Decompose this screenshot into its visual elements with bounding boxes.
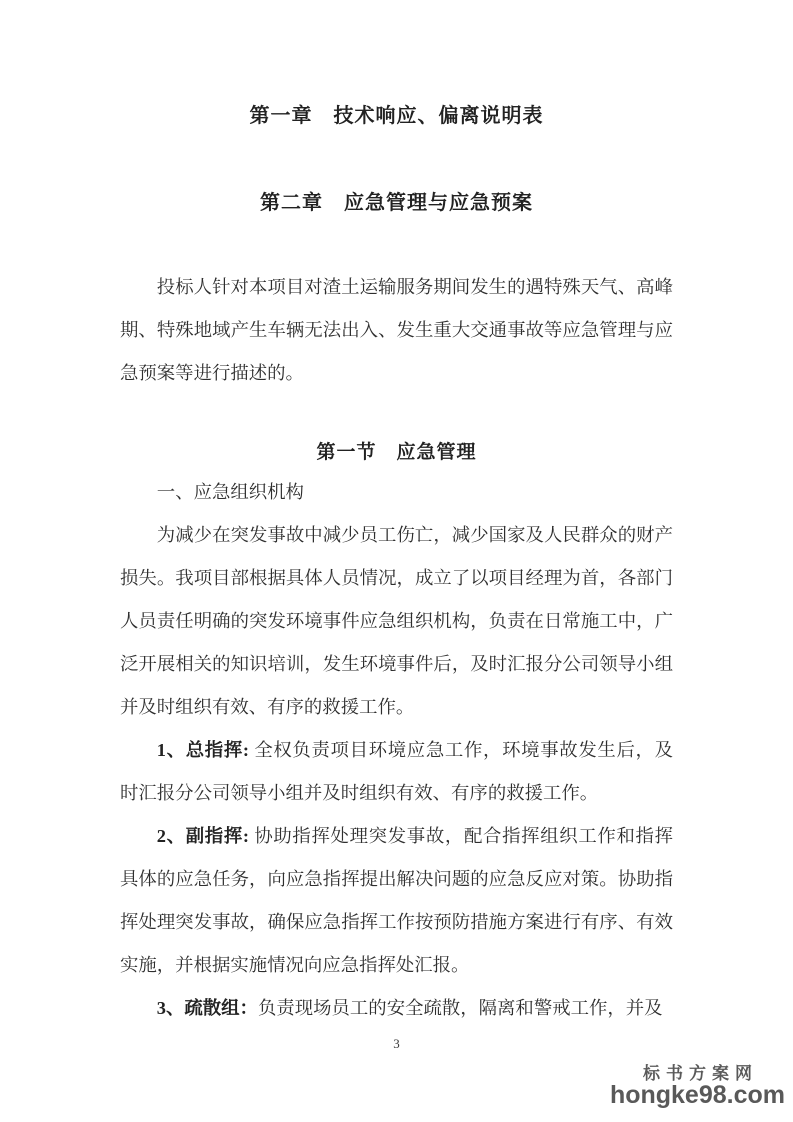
watermark [610,1064,785,1108]
role-item-evacuation-group [120,987,673,1030]
intro-paragraph: 投标人针对本项目对渣土运输服务期间发生的遇特殊天气、高峰期、特殊地域产生车辆无法出入、发生重大交通事故等应急管理与应急预案等进行描述的。 [120,277,673,383]
watermark-site-url: hongke98.com [609,1081,785,1109]
page-number: 3 [393,1036,400,1051]
role-item-deputy-commander [120,815,673,987]
section-1-heading: 第一节 应急管理 [316,442,477,463]
org-structure-paragraph: 为减少在突发事故中减少员工伤亡，减少国家及人民群众的财产损失。我项目部根据具体人员情况，成立了以项目经理为首，各部门人员责任明确的突发环境事件应急组织机构，负责在日常施工中，广泛开展相关的知识培训，发生环境事件后，及时汇报分公司领导小组并及时组织有效、有序的救援工作。 [120,525,673,717]
role-text-deputy-commander: 协助指挥处理突发事故，配合指挥组织工作和指挥具体的应急任务，向应急指挥提出解决问题的应急反应对策。协助指挥处理突发事故，确保应急指挥工作按预防措施方案进行有序、有效实施，并根据实施情况向应急指挥处汇报。 [120,826,673,975]
watermark-site-name: 标书方案网 [642,1064,758,1083]
role-text-evacuation-group: 负责现场员工的安全疏散，隔离和警戒工作，并及 [257,998,663,1018]
role-text-commander: 全权负责项目环境应急工作，环境事故发生后，及时汇报分公司领导小组并及时组织有效、有序的救援工作。 [120,740,673,803]
chapter-2-heading: 第二章 应急管理与应急预案 [260,192,533,214]
role-label-deputy-commander: 2、副指挥: [156,826,255,846]
chapter-1-heading: 第一章 技术响应、偏离说明表 [249,105,544,127]
role-label-commander: 1、总指挥: [156,740,255,760]
role-label-evacuation-group: 3、疏散组： [156,998,258,1018]
subsection-1-heading: 一、应急组织机构 [156,482,304,502]
role-item-commander [120,729,673,815]
